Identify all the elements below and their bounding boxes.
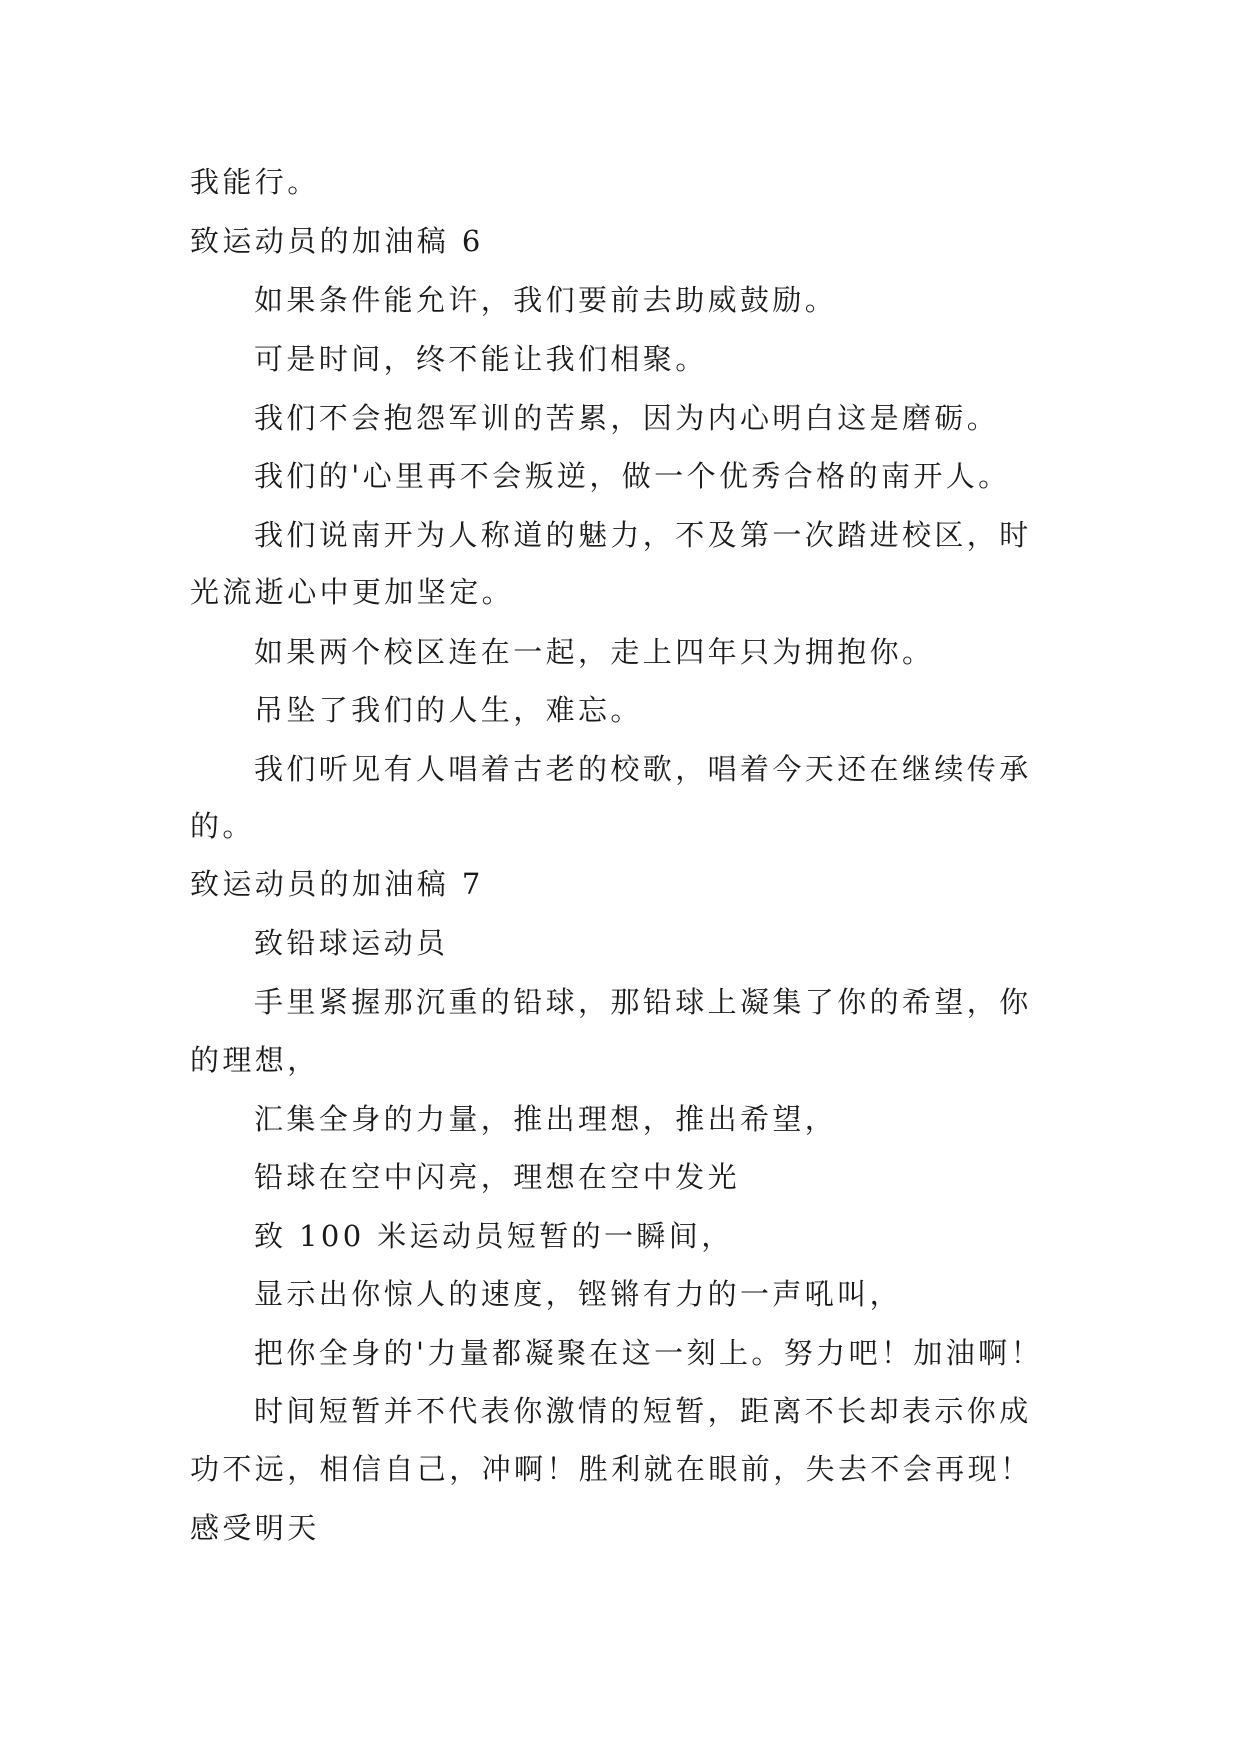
section-heading-7: 致运动员的加油稿 7: [190, 867, 484, 901]
text-line: 光流逝心中更加坚定。: [190, 575, 515, 609]
text-line: 我们听见有人唱着古老的校歌，唱着今天还在继续传承: [254, 752, 1032, 786]
text-line: 如果两个校区连在一起，走上四年只为拥抱你。: [254, 635, 935, 669]
text-line: 我们不会抱怨军训的苦累，因为内心明白这是磨砺。: [254, 401, 1000, 435]
text-line: 我能行。: [190, 165, 320, 199]
text-line: 致 100 米运动员短暂的一瞬间，: [254, 1219, 734, 1253]
text-line: 铅球在空中闪亮，理想在空中发光: [254, 1160, 741, 1194]
section-heading-6: 致运动员的加油稿 6: [190, 224, 484, 258]
text-line: 可是时间，终不能让我们相聚。: [254, 342, 708, 376]
text-line: 的。: [190, 809, 255, 843]
text-line: 汇集全身的力量，推出理想，推出希望，: [254, 1102, 838, 1136]
text-line: 我们说南开为人称道的魅力，不及第一次踏进校区，时: [254, 518, 1032, 552]
text-line: 我们的'心里再不会叛逆，做一个优秀合格的南开人。: [254, 459, 1011, 493]
text-line: 功不远，相信自己，冲啊！胜利就在眼前，失去不会再现！: [190, 1452, 1033, 1486]
text-line: 如果条件能允许，我们要前去助威鼓励。: [254, 283, 838, 317]
text-line: 的理想，: [190, 1043, 320, 1077]
text-line: 把你全身的'力量都凝聚在这一刻上。努力吧！加油啊！: [254, 1336, 1043, 1370]
text-line: 时间短暂并不代表你激情的短暂，距离不长却表示你成: [254, 1394, 1032, 1428]
text-line: 手里紧握那沉重的铅球，那铅球上凝集了你的希望，你: [254, 985, 1032, 1019]
text-line: 致铅球运动员: [254, 926, 449, 960]
text-line: 吊坠了我们的人生，难忘。: [254, 693, 643, 727]
text-line: 感受明天: [190, 1511, 320, 1545]
text-line: 显示出你惊人的速度，铿锵有力的一声吼叫，: [254, 1277, 903, 1311]
